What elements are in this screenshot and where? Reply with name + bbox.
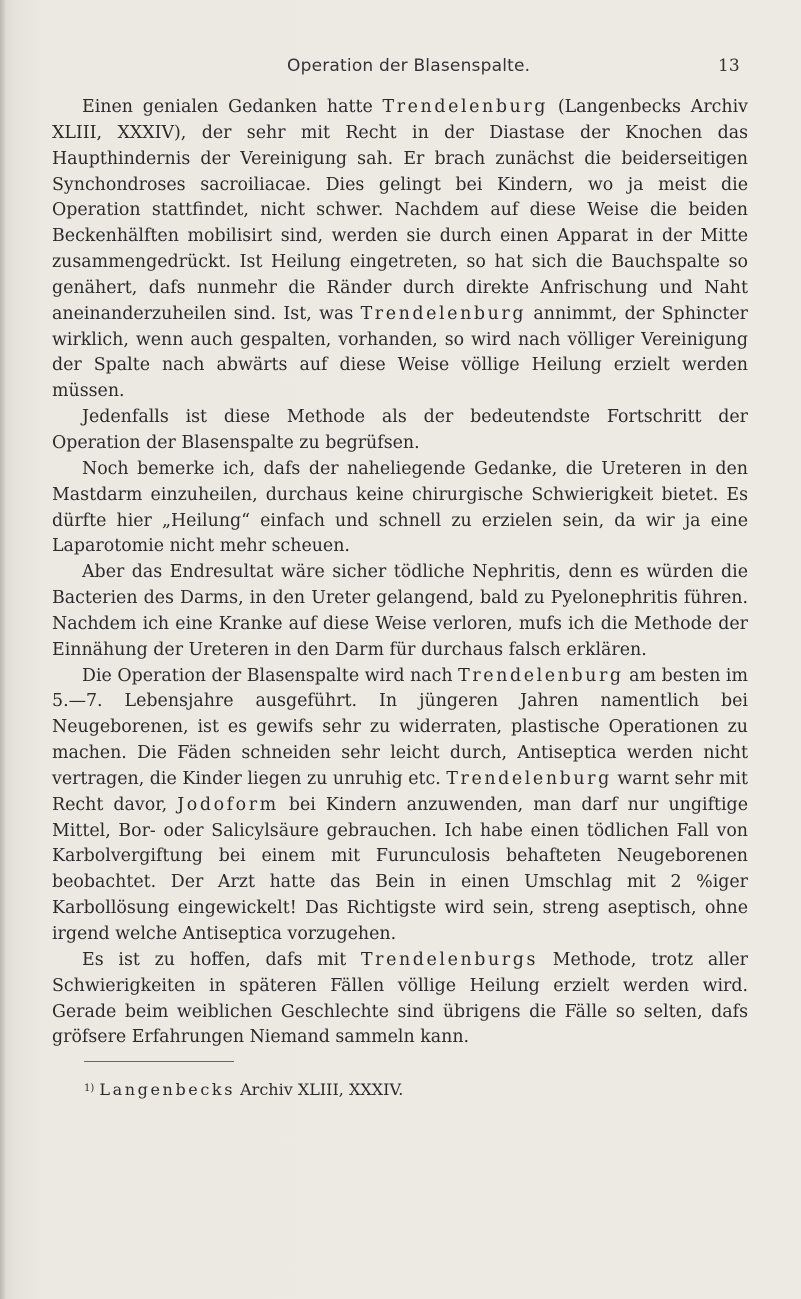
text-run: Methode, trotz aller Schwierigkeiten in späteren Fällen völlige Heilung erzielt werden wird. Gerade beim weiblichen Geschlechte sind übrigens die Fälle so selten, dafs gröfsere Erfahrungen Niemand sammeln kann. <box>52 949 748 1048</box>
page-edge-shadow <box>0 0 6 1299</box>
spaced-name: Trendelenburg <box>446 768 612 789</box>
text-run: Es ist zu hoffen, dafs mit <box>82 949 361 970</box>
footnote-author: Langenbecks <box>99 1080 236 1099</box>
running-title: Operation der Blasenspalte. <box>287 56 531 76</box>
spaced-name: Trendelenburg <box>458 665 624 686</box>
paragraph <box>52 560 748 663</box>
text-run: annimmt, der Sphincter wirklich, wenn auch gespalten, vorhanden, so wird nach völliger Vereinigung der Spalte nach abwärts auf diese Weise völlige Heilung erzielt werden müssen. <box>52 303 748 402</box>
spaced-name: Trendelenburg <box>360 303 527 324</box>
text-run: Einen genialen Gedanken hatte <box>82 97 383 117</box>
footnote-marker: 1) <box>84 1083 95 1094</box>
spaced-name: Trendelenburg <box>382 97 549 117</box>
text-run: Jedenfalls ist diese Methode als der bedeutendste Fortschritt der Operation der Blasenspalte zu begrüfsen. <box>52 407 748 453</box>
text-run: (Langenbecks Archiv XLIII, XXXIV), der sehr mit Recht in der Diastase der Knochen das Haupthindernis der Vereinigung sah. Er brach zunächst die beiderseitigen Synchondroses sacroiliacae. Dies gelingt bei Kindern, wo ja meist die Operation stattfindet, nicht schwer. Nachdem auf diese Weise die beiden Beckenhälften mobilisirt sind, werden sie durch einen Apparat in der Mitte zusammengedrückt. Ist Heilung eingetreten, so hat sich die Bauchspalte so genähert, dafs nunmehr die Ränder durch direkte Anfrischung und Naht aneinanderzuheilen sind. Ist, was <box>52 97 748 324</box>
paragraph <box>52 948 748 1051</box>
paragraph <box>52 664 748 948</box>
paragraph <box>52 457 748 560</box>
footnote <box>84 1078 724 1101</box>
paragraph <box>52 405 748 457</box>
text-run: am besten im 5.—7. Lebensjahre ausgeführt. In jüngeren Jahren namentlich bei Neugeborenen, ist es gewifs sehr zu widerraten, plastische Operationen zu machen. Die Fäden schneiden sehr leicht durch, Antiseptica werden nicht vertragen, die Kinder liegen zu unruhig etc. <box>52 665 748 789</box>
body-text <box>52 95 748 1051</box>
text-run: Die Operation der Blasenspalte wird nach <box>82 665 459 686</box>
spaced-name: Jodoform <box>177 794 279 815</box>
text-run: bei Kindern anzuwenden, man darf nur ungiftige Mittel, Bor- oder Salicylsäure gebrauchen. Ich habe einen tödlichen Fall von Karbolvergiftung bei einem mit Furunculosis behafteten Neugeborenen beobachtet. Der Arzt hatte das Bein in einen Umschlag mit 2 %iger Karbollösung eingewickelt! Das Richtigste wird sein, streng aseptisch, ohne irgend welche Antiseptica vorzugehen. <box>52 794 748 944</box>
page-number: 13 <box>718 56 740 76</box>
paragraph <box>52 95 748 405</box>
running-header <box>0 56 801 86</box>
text-run: Aber das Endresultat wäre sicher tödliche Nephritis, denn es würden die Bacterien des Darms, in den Ureter gelangend, bald zu Pyelonephritis führen. Nachdem ich eine Kranke auf diese Weise verloren, mufs ich die Methode der Einnähung der Ureteren in den Darm für durchaus falsch erklären. <box>52 562 748 660</box>
spaced-name: Trendelenburgs <box>360 949 538 970</box>
text-run: Noch bemerke ich, dafs der naheliegende Gedanke, die Ureteren in den Mastdarm einzuheilen, durchaus keine chirurgische Schwierigkeit bietet. Es dürfte hier „Heilung“ einfach und schnell zu erzielen sein, da wir ja eine Laparotomie nicht mehr scheuen. <box>52 458 748 557</box>
text-run: warnt sehr mit Recht davor, <box>52 768 748 815</box>
footnote-divider <box>84 1061 234 1062</box>
footnote-text: Archiv XLIII, XXXIV. <box>235 1080 404 1099</box>
